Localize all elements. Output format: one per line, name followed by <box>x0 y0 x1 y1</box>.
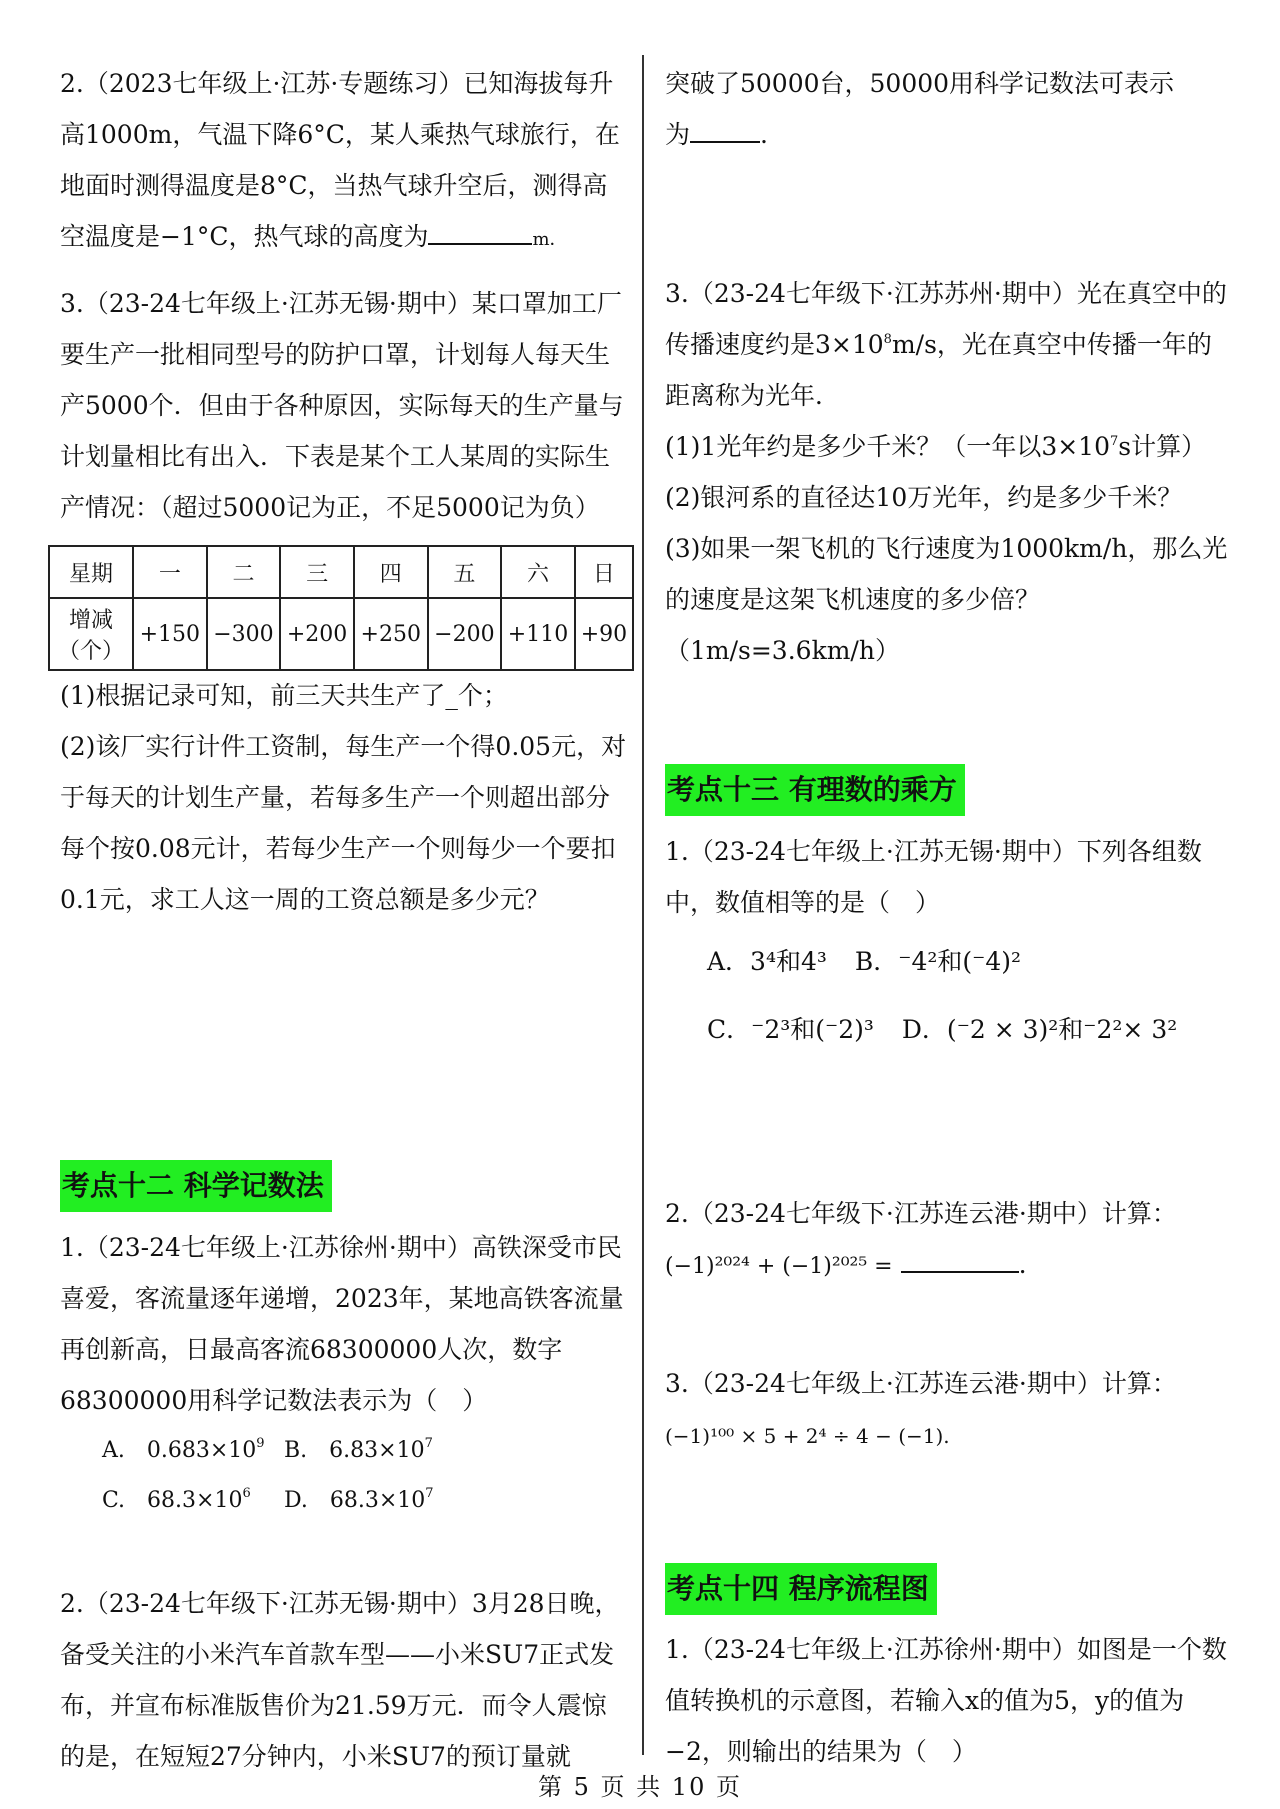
section-13-question-1 <box>665 826 1235 1064</box>
continued-text: 突破了50000台，50000用科学记数法可表示 <box>665 69 1175 98</box>
question-part-2: (2)银河系的直径达10万光年，约是多少千米？ <box>665 483 1183 512</box>
option-d[interactable]: D．(⁻2 × 3)²和⁻2²× 3² <box>901 1015 1178 1044</box>
option-d[interactable]: D. $68.3\times 10^7$ <box>284 1486 434 1513</box>
option-b[interactable]: B. $6.83\times 10^7$ <box>284 1436 433 1463</box>
section-12-question-2 <box>60 1578 630 1782</box>
question-text: 1.（23-24七年级上·江苏徐州·期中）高铁深受市民喜爱，客流量逐年递增，2023年，某地高铁客流量再创新高，日最高客流68300000人次，数字68300000用科学记数法表示为（ ） <box>60 1233 624 1415</box>
question-continuation <box>665 58 1235 160</box>
table-cell: +150 <box>133 598 207 670</box>
question-text: 2.（23-24七年级下·江苏无锡·期中）3月28日晚，备受关注的小米汽车首款车型——小米SU7正式发布，并宣布标准版售价为21.59万元．而令人震惊的是，在短短27分钟内，小米SU7的预订量就 <box>60 1589 620 1771</box>
question-3: 3.（23-24七年级上·江苏无锡·期中）某口罩加工厂要生产一批相同型号的防护口罩，计划每人每天生产5000个．但由于各种原因，实际每天的生产量与计划量相比有出入．下表是某个工人某周的实际生产情况：（超过5000记为正，不足5000记为负） <box>60 289 624 522</box>
table-cell: +250 <box>354 598 428 670</box>
table-header-cell: 二 <box>207 546 281 598</box>
light-year-question <box>665 268 1235 676</box>
table-header-cell: 星期 <box>49 546 133 598</box>
section-heading-13: 考点十三 有理数的乘方 <box>665 764 965 816</box>
page-footer: 第 5 页 共 10 页 <box>538 1773 742 1801</box>
table-row <box>49 598 633 670</box>
table-cell: +110 <box>501 598 575 670</box>
table-header-cell: 四 <box>354 546 428 598</box>
question-text: 3.（23-24七年级下·江苏苏州·期中）光在真空中的传播速度约是$3\times 10^8m/s$，光在真空中传播一年的距离称为光年． <box>665 279 1227 410</box>
math-expression: (−1)¹⁰⁰ × 5 + 2⁴ ÷ 4 − (−1). <box>665 1424 950 1448</box>
table-header-row <box>49 546 633 598</box>
option-c[interactable]: C. $68.3\times 10^6$ <box>102 1486 251 1513</box>
question-2: 2.（2023七年级上·江苏·专题练习）已知海拔每升高1000m，气温下降6°C，某人乘热气球旅行，在地面时测得温度是8°C，当热气球升空后，测得高空温度是−1°C，热气球的高度为 m． <box>60 69 620 251</box>
option-a[interactable]: A. $0.683\times 10^9$ <box>102 1436 265 1463</box>
table-header-cell: 日 <box>575 546 633 598</box>
question-text: 2.（23-24七年级下·江苏连云港·期中）计算： <box>665 1199 1177 1228</box>
answer-blank <box>690 141 760 143</box>
question-text: 3.（23-24七年级上·江苏连云港·期中）计算： <box>665 1369 1177 1398</box>
question-text: 1.（23-24七年级上·江苏无锡·期中）下列各组数中，数值相等的是（ ） <box>665 837 1202 917</box>
section-13-question-2 <box>665 1188 1235 1292</box>
answer-blank <box>901 1271 1019 1273</box>
question-3-parts <box>60 670 630 925</box>
column-divider <box>642 55 644 1755</box>
question-3-part-1: (1)根据记录可知，前三天共生产了_个； <box>60 681 508 710</box>
section-heading-12: 考点十二 科学记数法 <box>60 1160 332 1212</box>
table-cell: +90 <box>575 598 633 670</box>
question-2-block <box>60 58 630 265</box>
options-row <box>60 1426 630 1476</box>
option-c[interactable]: C．⁻2³和(⁻2)³ <box>707 1015 874 1044</box>
continued-text-answer: 为 . <box>665 120 768 149</box>
options-row <box>665 996 1235 1064</box>
table-header-cell: 一 <box>133 546 207 598</box>
option-b[interactable]: B．⁻4²和(⁻4)² <box>854 947 1022 976</box>
question-part-1: (1)1光年约是多少千米？（一年以$3\times 10^7s$计算） <box>665 432 1207 461</box>
table-row-label: 增减 （个） <box>49 598 133 670</box>
table-cell: +200 <box>280 598 354 670</box>
table-header-cell: 五 <box>428 546 502 598</box>
options-row <box>60 1476 630 1526</box>
production-table <box>48 545 634 671</box>
option-a[interactable]: A．3⁴和4³ <box>707 947 827 976</box>
math-expression: (−1)²⁰²⁴ + (−1)²⁰²⁵ = . <box>665 1250 1027 1279</box>
table-cell: −300 <box>207 598 281 670</box>
table-header-cell: 六 <box>501 546 575 598</box>
question-text: 1.（23-24七年级上·江苏徐州·期中）如图是一个数值转换机的示意图，若输入x的值为5，y的值为−2，则输出的结果为（ ） <box>665 1635 1227 1766</box>
section-14-question-1 <box>665 1624 1235 1777</box>
table-cell: −200 <box>428 598 502 670</box>
answer-blank <box>428 243 532 245</box>
section-12-question-1 <box>60 1222 630 1526</box>
section-13-question-3 <box>665 1358 1235 1462</box>
section-heading-14: 考点十四 程序流程图 <box>665 1563 937 1615</box>
question-part-3: (3)如果一架飞机的飞行速度为1000km/h，那么光的速度是这架飞机速度的多少倍？（1m/s=3.6km/h） <box>665 534 1228 665</box>
question-3-part-2: (2)该厂实行计件工资制，每生产一个得0.05元，对于每天的计划生产量，若每多生产一个则超出部分每个按0.08元计，若每少生产一个则每少一个要扣0.1元，求工人这一周的工资总额是多少元？ <box>60 732 627 914</box>
table-header-cell: 三 <box>280 546 354 598</box>
options-row <box>665 928 1235 996</box>
question-3-block <box>60 278 630 533</box>
